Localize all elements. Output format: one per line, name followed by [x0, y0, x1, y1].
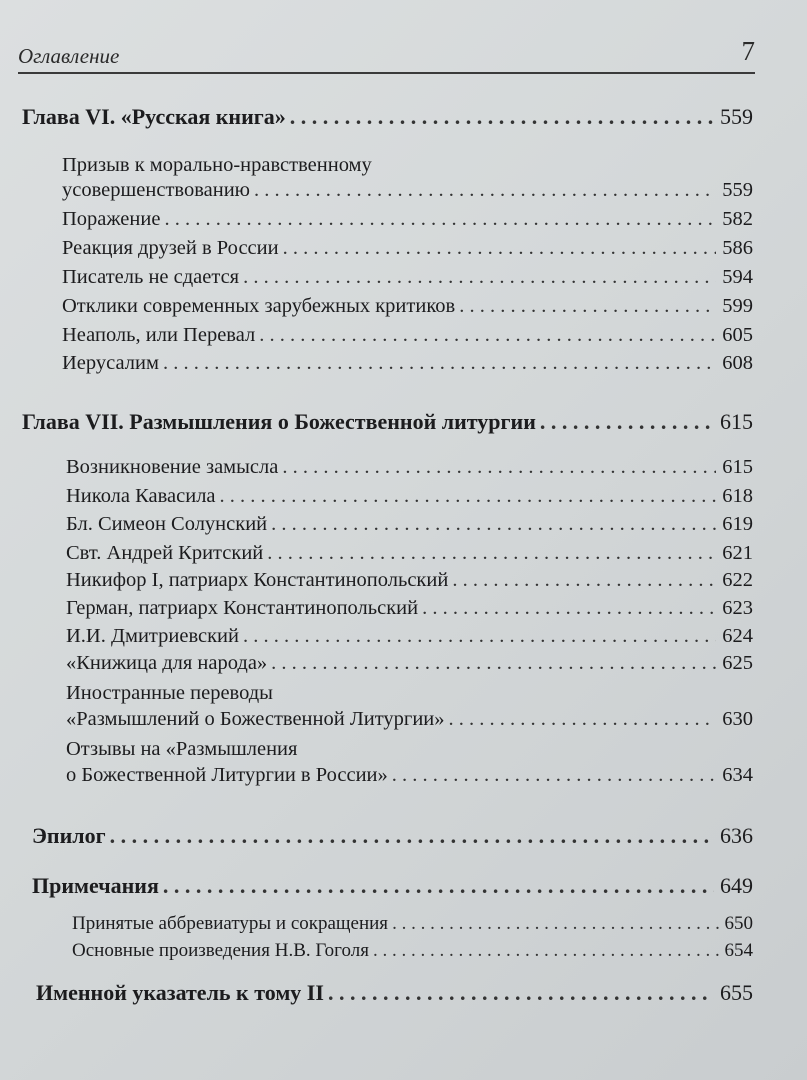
toc-page-number: 559	[720, 104, 753, 129]
toc-leader	[163, 873, 714, 899]
toc-entry	[62, 179, 753, 202]
toc-entry-label: Реакция друзей в России	[62, 237, 279, 259]
toc-entry	[66, 513, 753, 536]
toc-leader	[259, 324, 716, 347]
toc-page-number: 624	[722, 625, 753, 647]
toc-page-number: 650	[724, 913, 753, 934]
toc-page-number: 599	[722, 295, 753, 317]
toc-leader	[243, 625, 716, 648]
toc-entry	[72, 913, 753, 935]
toc-chapter-title: Глава VI. «Русская книга»	[22, 104, 286, 129]
toc-entry	[66, 764, 753, 787]
toc-entry	[66, 597, 753, 620]
toc-page-number: 625	[722, 652, 753, 674]
toc-leader	[271, 652, 716, 675]
toc-leader	[373, 940, 719, 962]
toc-entry	[66, 456, 753, 479]
toc-leader	[392, 913, 718, 935]
toc-page-number: 622	[722, 569, 753, 591]
toc-entry-label: о Божественной Литургии в России»	[66, 764, 388, 786]
toc-leader	[271, 513, 716, 536]
toc-page-number: 615	[722, 456, 753, 478]
toc-entry-label: Неаполь, или Перевал	[62, 324, 256, 346]
toc-page-number: 586	[722, 237, 753, 259]
toc-entry-label: Герман, патриарх Константинопольский	[66, 597, 419, 619]
toc-entry	[62, 237, 753, 260]
toc-entry	[62, 352, 753, 375]
toc-entry-label: Никола Кавасила	[66, 485, 216, 507]
toc-page-number: 615	[720, 409, 753, 434]
toc-page-number: 608	[722, 352, 753, 374]
toc-leader	[422, 597, 716, 620]
toc-entry-label: «Размышлений о Божественной Литургии»	[66, 708, 445, 730]
toc-page-number: 582	[722, 208, 753, 230]
toc-page-number: 630	[722, 708, 753, 730]
toc-entry-label: Основные произведения Н.В. Гоголя	[72, 940, 369, 961]
toc-entry-label: И.И. Дмитриевский	[66, 625, 239, 647]
toc-leader	[540, 409, 714, 435]
toc-leader	[283, 237, 717, 260]
toc-leader	[267, 542, 716, 565]
toc-chapter-7	[22, 409, 753, 435]
toc-leader	[163, 352, 716, 375]
toc-page-number: 655	[720, 980, 753, 1005]
running-head-title: Оглавление	[18, 44, 120, 68]
toc-chapter-6	[22, 104, 753, 130]
toc-page-number: 621	[722, 542, 753, 564]
toc-entry	[62, 208, 753, 231]
toc-entry-label: усовершенствованию	[62, 179, 250, 201]
toc-chapter-title: Эпилог	[32, 823, 106, 848]
toc-entry	[62, 295, 753, 318]
toc-entry	[62, 324, 753, 347]
toc-entry-line1: Призыв к морально-нравственному	[62, 154, 372, 176]
toc-leader	[110, 823, 714, 849]
toc-chapter-title: Именной указатель к тому II	[36, 980, 324, 1005]
toc-leader	[254, 179, 716, 202]
toc-entry-line1: Отзывы на «Размышления	[66, 738, 298, 760]
toc-leader	[392, 764, 716, 787]
toc-epilogue	[32, 823, 753, 849]
toc-notes	[32, 873, 753, 899]
toc-entry-label: Поражение	[62, 208, 161, 230]
toc-leader	[328, 980, 714, 1006]
toc-page-number: 605	[722, 324, 753, 346]
toc-leader	[290, 104, 714, 130]
toc-entry	[66, 652, 753, 675]
toc-leader	[449, 708, 717, 731]
running-head	[18, 36, 755, 74]
toc-page-number: 623	[722, 597, 753, 619]
toc-page-number: 634	[722, 764, 753, 786]
toc-page-number: 649	[720, 873, 753, 898]
toc-leader	[220, 485, 717, 508]
toc-page-number: 559	[722, 179, 753, 201]
toc-entry-label: Принятые аббревиатуры и сокращения	[72, 913, 389, 934]
toc-entry-label: Никифор I, патриарх Константинопольский	[66, 569, 449, 591]
toc-index	[36, 980, 753, 1006]
toc-entry	[72, 940, 753, 962]
toc-entry	[62, 266, 753, 289]
toc-entry	[66, 708, 753, 731]
toc-entry-label: Возникновение замысла	[66, 456, 279, 478]
toc-entry	[66, 625, 753, 648]
page-number: 7	[741, 36, 755, 66]
toc-entry-label: Писатель не сдается	[62, 266, 240, 288]
toc-page-number: 654	[724, 940, 753, 961]
toc-leader	[459, 295, 716, 318]
toc-leader	[164, 208, 716, 231]
toc-page-number: 618	[722, 485, 753, 507]
toc-entry-label: Бл. Симеон Солунский	[66, 513, 268, 535]
toc-chapter-title: Примечания	[32, 873, 159, 898]
toc-entry	[66, 542, 753, 565]
toc-chapter-title: Глава VII. Размышления о Божественной литургии	[22, 409, 536, 434]
toc-entry	[66, 569, 753, 592]
toc-entry	[66, 485, 753, 508]
toc-page-number: 594	[722, 266, 753, 288]
toc-entry-label: Иерусалим	[62, 352, 159, 374]
toc-entry-label: Отклики современных зарубежных критиков	[62, 295, 456, 317]
toc-page-number: 619	[722, 513, 753, 535]
toc-page-number: 636	[720, 823, 753, 848]
toc-leader	[243, 266, 716, 289]
toc-entry-label: Свт. Андрей Критский	[66, 542, 264, 564]
toc-leader	[282, 456, 716, 479]
toc-entry-label: «Книжица для народа»	[66, 652, 268, 674]
toc-entry-line1: Иностранные переводы	[66, 682, 273, 704]
toc-leader	[452, 569, 716, 592]
